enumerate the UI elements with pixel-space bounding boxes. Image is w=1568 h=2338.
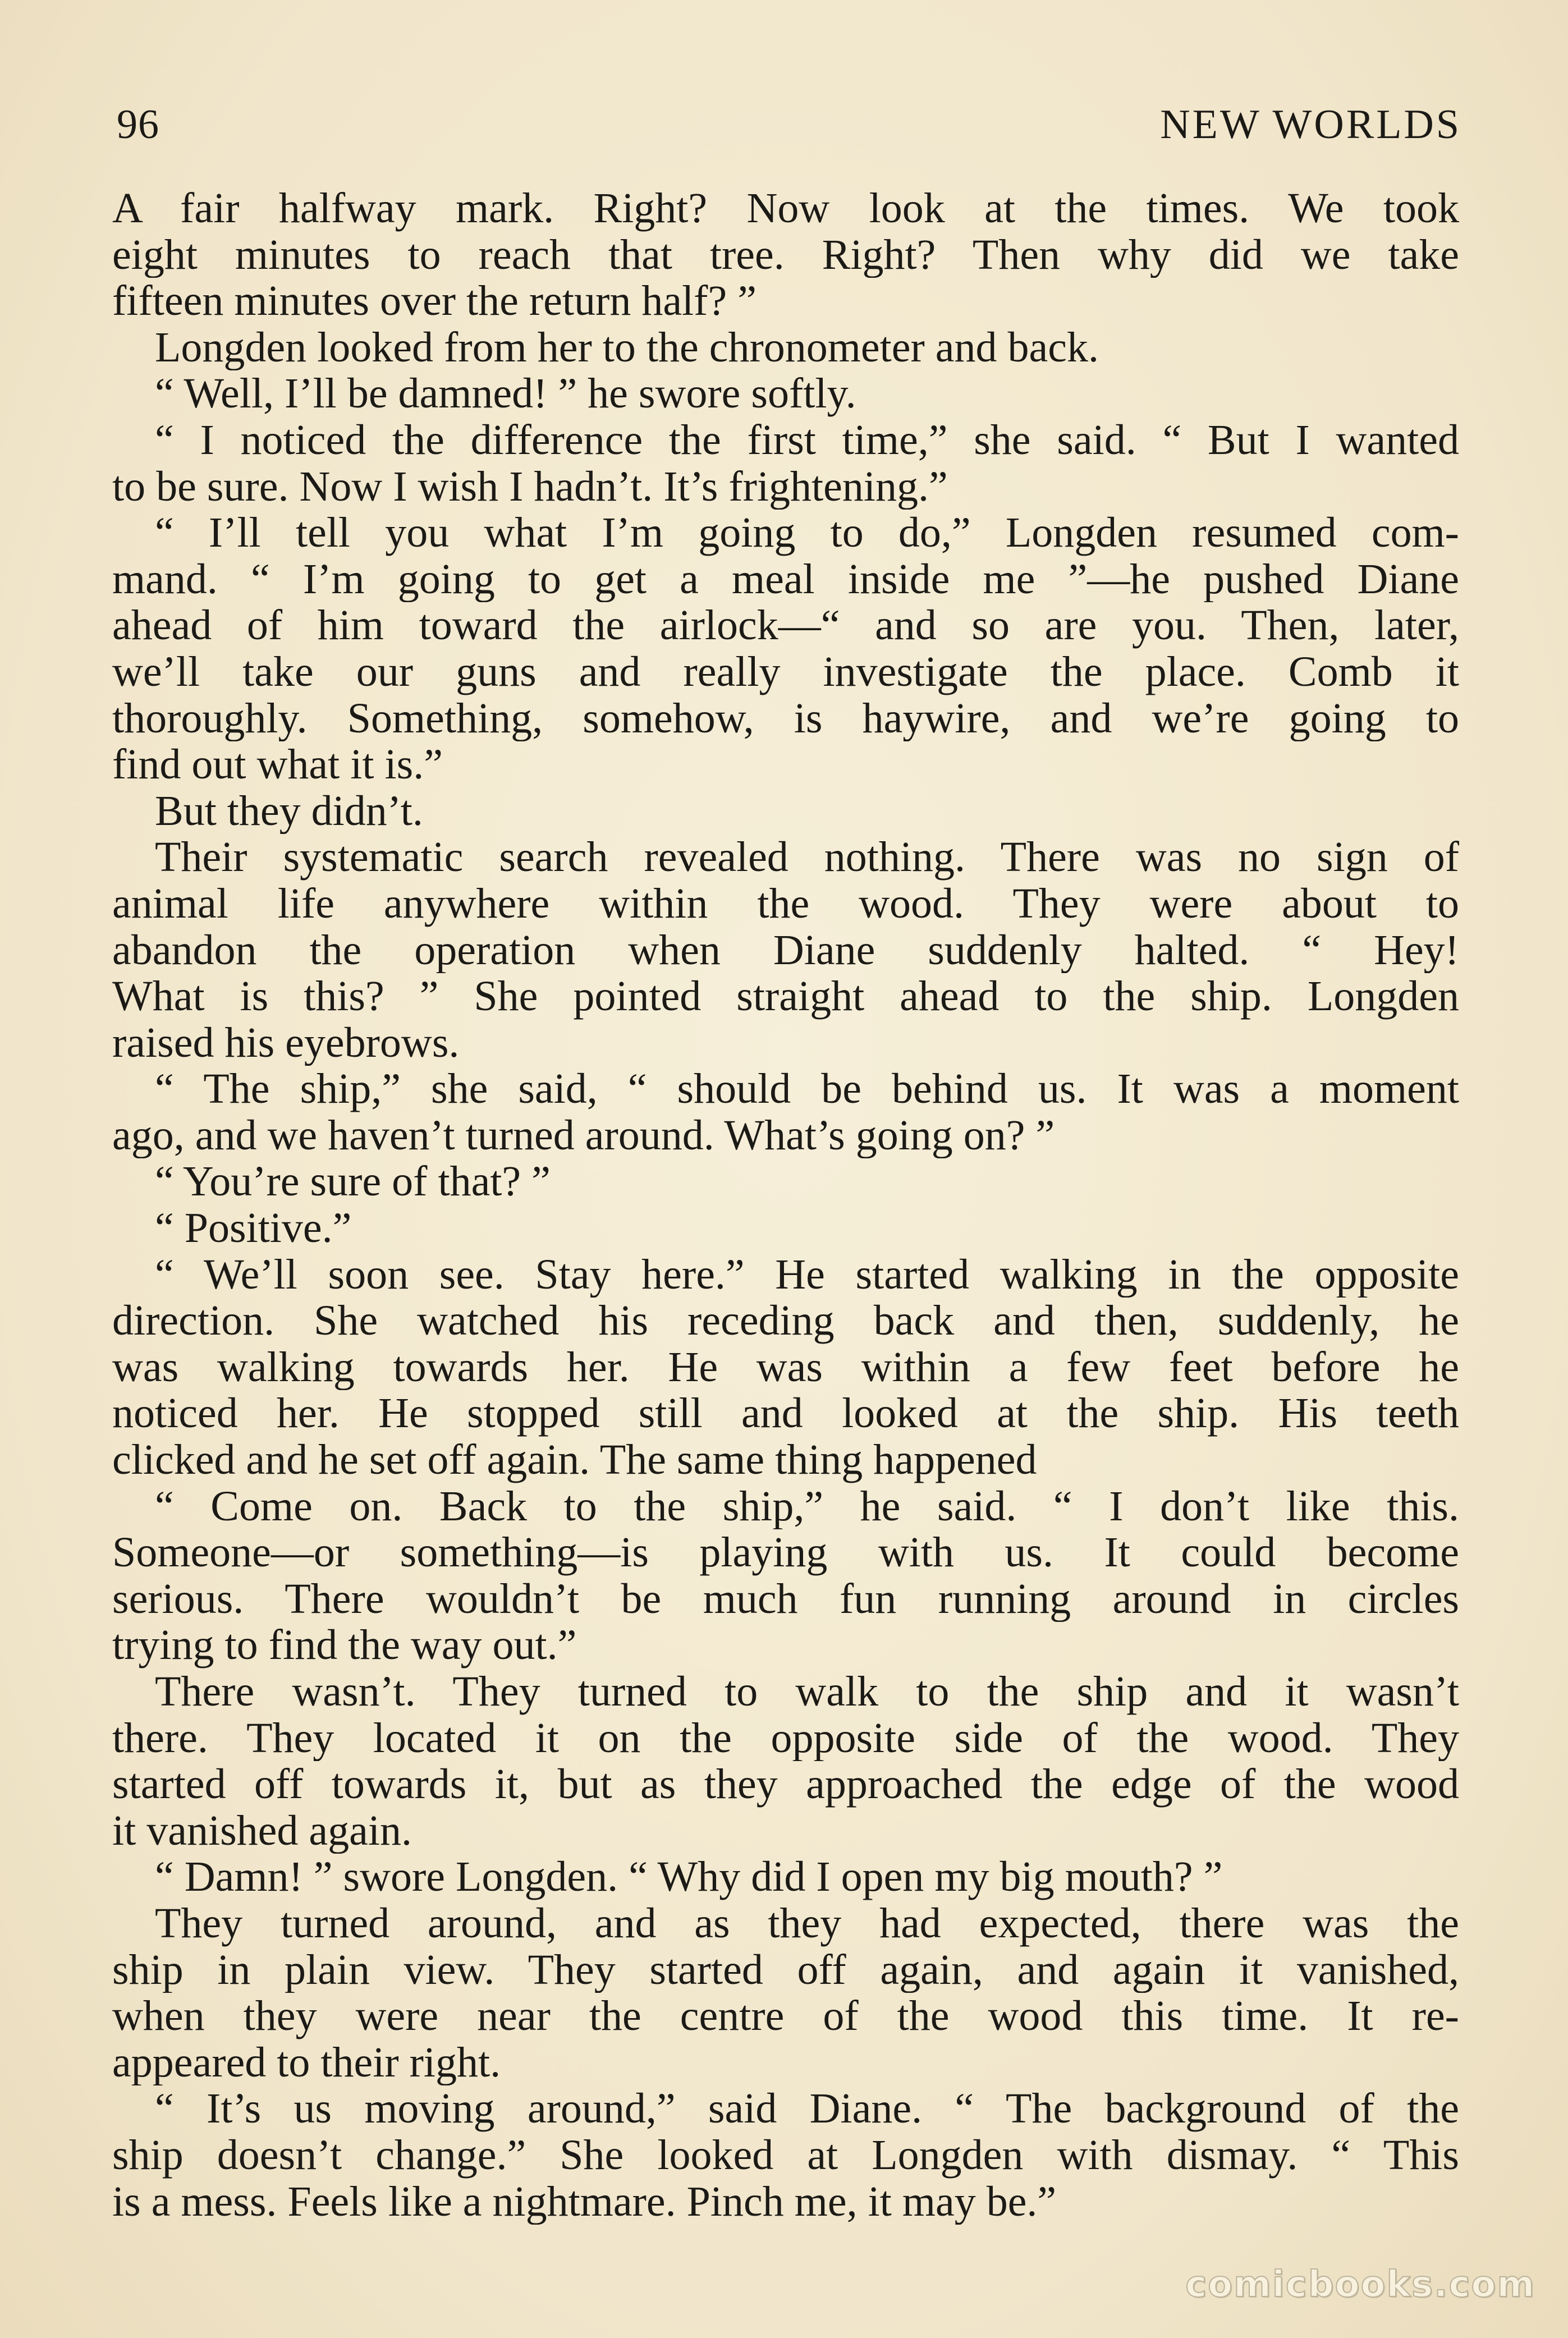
text-line: Their systematic search revealed nothing. There was no sign of [155,834,1459,881]
text-line: abandon the operation when Diane suddenly halted. “ Hey! [112,927,1459,974]
text-line: “ Positive.” [155,1205,352,1251]
text-line: ship in plain view. They started off again, and again it vanished, [112,1946,1459,1993]
page-number: 96 [117,102,159,148]
text-line: A fair halfway mark. Right? Now look at the times. We took [112,185,1459,232]
text-line: direction. She watched his receding back and then, suddenly, he [112,1298,1459,1344]
text-line: “ It’s us moving around,” said Diane. “ The background of the [155,2085,1459,2132]
text-line: There wasn’t. They turned to walk to the ship and it wasn’t [155,1668,1459,1715]
text-line: to be sure. Now I wish I hadn’t. It’s frightening.” [112,463,948,510]
text-line: trying to find the way out.” [112,1622,577,1668]
text-line: we’ll take our guns and really investigate the place. Comb it [112,648,1459,695]
text-line: serious. There wouldn’t be much fun running around in circles [112,1575,1459,1622]
text-line: “ Damn! ” swore Longden. “ Why did I open my big mouth? ” [155,1854,1223,1900]
text-line: “ I noticed the difference the first time,” she said. “ But I wanted [155,416,1459,464]
text-line: “ Well, I’ll be damned! ” he swore softly. [155,370,856,417]
text-line: fifteen minutes over the return half? ” [112,278,757,324]
text-line: “ I’ll tell you what I’m going to do,” Longden resumed com- [155,510,1459,556]
text-line: “ The ship,” she said, “ should be behind us. It was a moment [155,1066,1459,1112]
text-line: appeared to their right. [112,2039,501,2086]
text-line: ago, and we haven’t turned around. What’s going on? ” [112,1112,1055,1159]
text-line: thoroughly. Something, somehow, is haywire, and we’re going to [112,695,1459,742]
watermark: comicbooks.com [1185,2264,1535,2305]
text-line: is a mess. Feels like a nightmare. Pinch me, it may be.” [112,2178,1057,2225]
body-text [112,185,1459,2225]
text-line: noticed her. He stopped still and looked at the ship. His teeth [112,1390,1459,1437]
text-line: eight minutes to reach that tree. Right? Then why did we take [112,231,1459,278]
text-line: clicked and he set off again. The same thing happened [112,1437,1037,1483]
text-line: it vanished again. [112,1807,412,1854]
text-line: animal life anywhere within the wood. They were about to [112,880,1459,927]
text-line: mand. “ I’m going to get a meal inside me ”—he pushed Diane [112,556,1459,603]
text-line: started off towards it, but as they approached the edge of the wood [112,1761,1459,1808]
text-line: Someone—or something—is playing with us. It could become [112,1529,1459,1576]
text-line: “ You’re sure of that? ” [155,1158,551,1205]
text-line: “ We’ll soon see. Stay here.” He started walking in the opposite [155,1251,1459,1298]
text-line: raised his eyebrows. [112,1019,460,1066]
text-line: What is this? ” She pointed straight ahead to the ship. Longden [112,973,1459,1020]
text-line: But they didn’t. [155,787,423,835]
text-line: when they were near the centre of the wood this time. It re- [112,1993,1459,2039]
text-line: Longden looked from her to the chronometer and back. [155,324,1099,371]
text-line: ship doesn’t change.” She looked at Longden with dismay. “ This [112,2131,1459,2179]
text-line: find out what it is.” [112,741,443,788]
running-title: NEW WORLDS [1160,102,1461,148]
text-line: “ Come on. Back to the ship,” he said. “ I don’t like this. [155,1483,1459,1530]
text-line: They turned around, and as they had expected, there was the [155,1900,1459,1947]
text-line: there. They located it on the opposite side of the wood. They [112,1714,1459,1762]
text-line: ahead of him toward the airlock—“ and so are you. Then, later, [112,602,1459,649]
running-header [117,101,1461,152]
text-line: was walking towards her. He was within a few feet before he [112,1344,1459,1391]
